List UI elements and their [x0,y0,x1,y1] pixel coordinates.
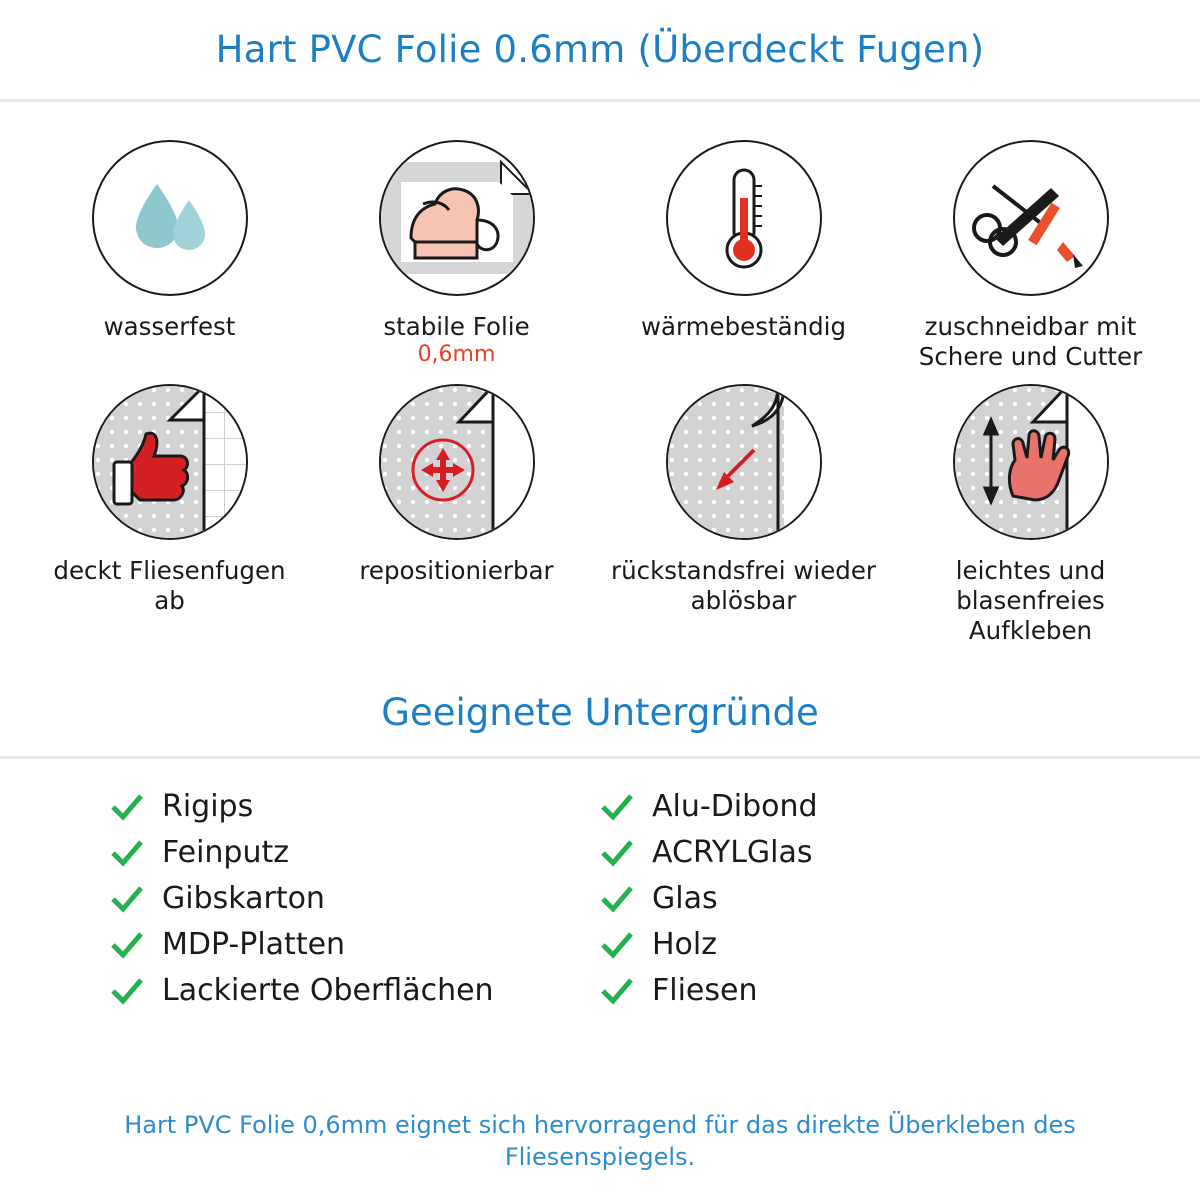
check-icon [600,930,634,960]
feature-icon-circle [953,140,1109,296]
substrate-label: Glas [652,881,718,917]
substrate-label: Rigips [162,789,254,825]
list-item [110,835,600,870]
list-item [110,789,600,824]
substrate-column-right [600,789,1090,1008]
water-drops-icon [94,142,246,294]
check-icon [600,884,634,914]
feature-icon-circle [379,384,535,540]
substrate-lists [0,789,1200,1008]
feature-label: wasserfest [103,312,236,341]
thumbs-up-tiles-icon [94,386,246,538]
feature-icon-circle [666,384,822,540]
feature-label: deckt Fliesenfugen ab [53,555,286,615]
peel-off-arrow-icon [668,386,820,538]
list-item [600,973,1090,1008]
feature-sublabel: 0,6mm [417,341,496,367]
feature-label: rückstandsfrei wieder ablösbar [611,555,876,615]
substrate-label: Lackierte Oberflächen [162,973,494,1009]
list-item [600,789,1090,824]
substrate-label: Alu-Dibond [652,789,818,825]
feature-icon-circle [666,140,822,296]
thermometer-icon [668,142,820,294]
check-icon [600,838,634,868]
substrate-label: Fliesen [652,973,758,1009]
header [0,0,1200,102]
substrate-label: Feinputz [162,835,289,871]
check-icon [600,976,634,1006]
feature-icon-circle [92,140,248,296]
list-item [600,881,1090,916]
feature-label: leichtes und blasenfreies Aufkleben [955,555,1106,645]
check-icon [110,884,144,914]
footer-note: Hart PVC Folie 0,6mm eignet sich hervorragend für das direkte Überkleben des Fliesenspiegels. [124,1111,1076,1172]
feature-icon-circle [379,140,535,296]
page-title: Hart PVC Folie 0.6mm (Überdeckt Fugen) [215,28,985,71]
substrate-label: MDP-Platten [162,927,346,963]
check-icon [110,930,144,960]
feature-rueckstandsfrei [600,384,887,646]
feature-aufkleben [887,384,1174,646]
reposition-arrows-icon [381,386,533,538]
list-item [600,927,1090,962]
feature-label: repositionierbar [359,555,554,585]
feature-waermebestaendig [600,140,887,372]
feature-wasserfest [26,140,313,372]
list-item [110,927,600,962]
substrate-label: ACRYLGlas [652,835,813,871]
substrate-label: Holz [652,927,717,963]
section-title: Geeignete Untergründe [0,691,1200,759]
feature-label: zuschneidbar mit Schere und Cutter [918,312,1143,371]
check-icon [110,838,144,868]
list-item [600,835,1090,870]
list-item [110,973,600,1008]
feature-label: wärmebeständig [640,312,847,341]
feature-icon-circle [953,384,1109,540]
scissors-cutter-icon [955,142,1107,294]
substrate-column-left [110,789,600,1008]
flexed-bicep-icon [381,142,533,294]
feature-deckt-fliesenfugen [26,384,313,646]
feature-zuschneidbar [887,140,1174,372]
feature-stabile-folie [313,140,600,372]
feature-label: stabile Folie [383,312,530,341]
feature-repositionierbar [313,384,600,646]
substrate-label: Gibskarton [162,881,325,917]
list-item [110,881,600,916]
feature-icon-circle [92,384,248,540]
hand-smoothing-icon [955,386,1107,538]
check-icon [600,792,634,822]
check-icon [110,976,144,1006]
check-icon [110,792,144,822]
feature-grid [0,102,1200,645]
